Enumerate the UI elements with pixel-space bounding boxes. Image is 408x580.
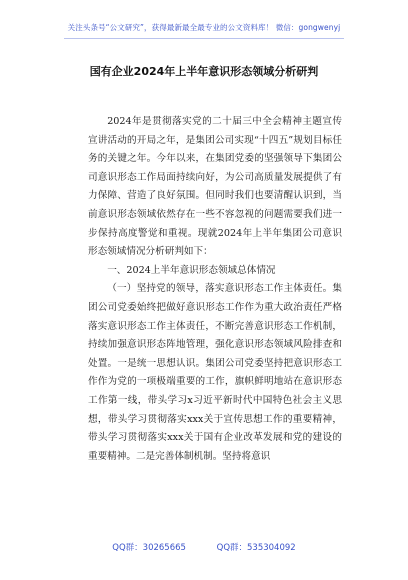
section-heading: 一、2024上半年意识形态领域总体情况: [107, 264, 276, 276]
paragraph-intro: 2024年是贯彻落实党的二十届三中全会精神主题宣传宣讲活动的开局之年，是集团公司实现“十四五”规划目标任务的关键之年。今年以来，在集团党委的坚强领导下集团公司意识形态工作局面持续向好，为公司高质量发展提供了有力保障、营造了良好氛围。但同时我们也要清醒认识到，当前意识形态领域依然存在一些不容忽视的问题需要我们进一步保持高度警觉和重视。现就2024年上半年集团公司意识形态领域情况分析研判如下：: [88, 116, 342, 258]
header-divider: [64, 38, 344, 39]
footer-qq-group-1: QQ群：30265665: [112, 543, 186, 553]
footer-qq-group-2: QQ群：535304092: [216, 543, 296, 553]
document-title: 国有企业2024年上半年意识形态领域分析研判: [89, 65, 319, 78]
watermark-header: 关注头条号“公文研究”，获得最新最全最专业的公文资料库！ 微信：gongwenyj: [67, 23, 341, 32]
paragraph-section-1: （一）坚持党的领导，落实意识形态工作主体责任。集团公司党委始终把做好意识形态工作作为重大政治责任严格落实意识形态工作主体责任，不断完善意识形态工作机制，持续加强意识形态阵地管理，强化意识形态领域风险排查和处置。一是统一思想认识。集团公司党委坚持把意识形态工作作为党的一项极端重要的工作，旗帜鲜明地站在意识形态工作第一线，带头学习x习近平新时代中国特色社会主义思想，带头学习贯彻落实xxx关于宣传思想工作的重要精神，带头学习贯彻落实xxx关于国有企业改革发展和党的建设的重要精神。二是完善体制机制。坚持将意识: [88, 283, 342, 462]
watermark-footer: [0, 541, 408, 553]
document-body: [88, 113, 342, 466]
